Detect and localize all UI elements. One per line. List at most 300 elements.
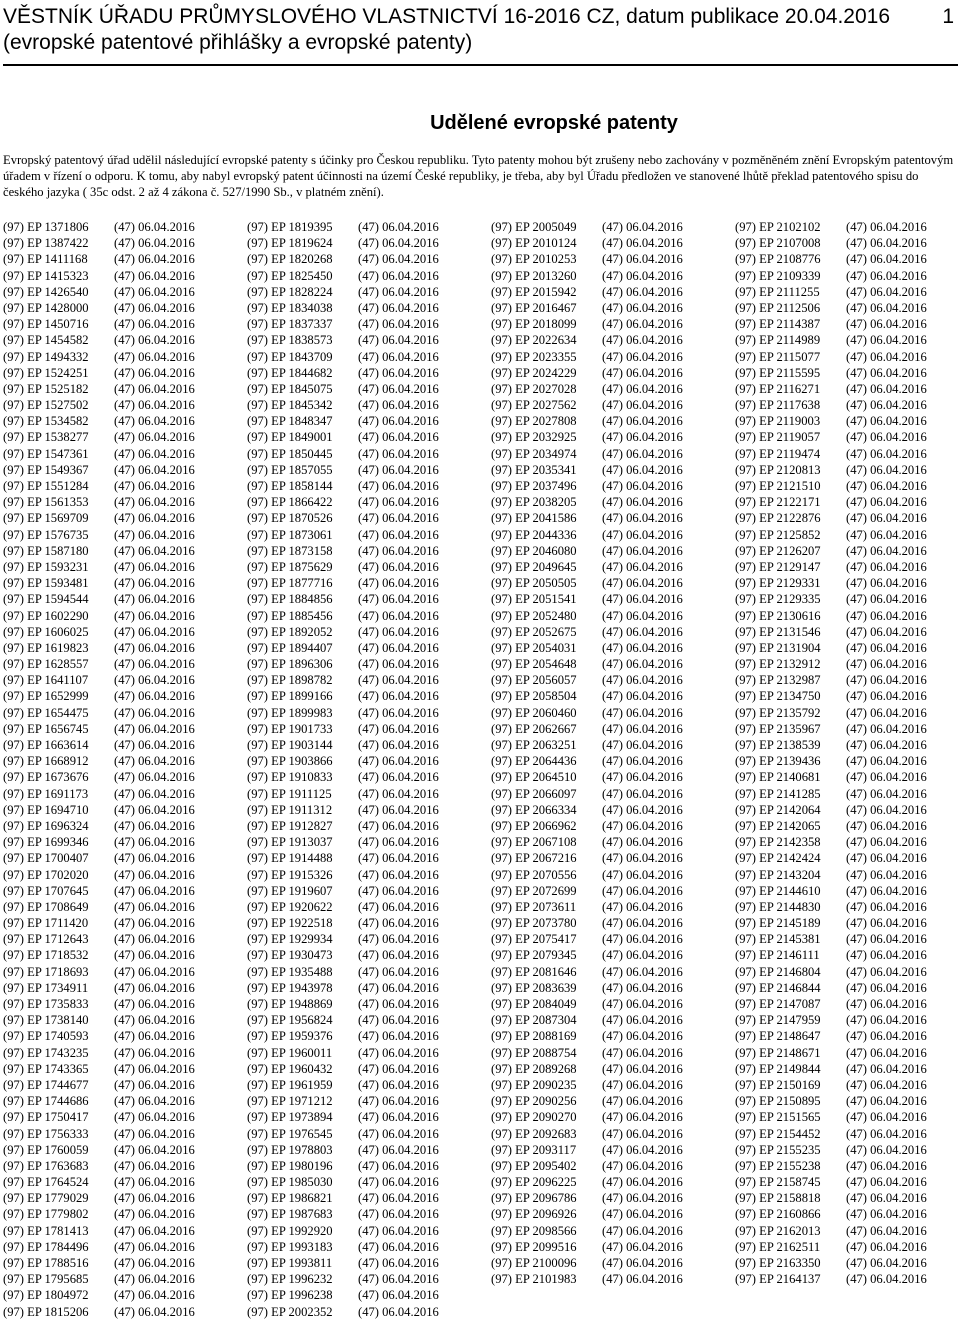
grant-date: (47) 06.04.2016 [846, 365, 927, 380]
patent-number: (97) EP 2066962 [491, 818, 577, 833]
grant-date: (47) 06.04.2016 [846, 300, 927, 315]
patent-entry [3, 1093, 195, 1109]
patent-entry [491, 1206, 683, 1222]
patent-entry [491, 915, 683, 931]
patent-number: (97) EP 1911125 [247, 786, 332, 801]
grant-date: (47) 06.04.2016 [358, 1158, 439, 1173]
patent-number: (97) EP 1712643 [3, 932, 89, 947]
patent-number: (97) EP 1858144 [247, 479, 333, 493]
patent-number: (97) EP 2100096 [491, 1256, 577, 1270]
patent-entry [735, 818, 927, 834]
grant-date: (47) 06.04.2016 [114, 365, 195, 380]
patent-entry [3, 947, 195, 963]
patent-entry [491, 268, 683, 284]
patent-number: (97) EP 1744686 [3, 1094, 89, 1109]
patent-number: (97) EP 2111255 [735, 284, 820, 299]
patent-entry [491, 1012, 683, 1028]
patent-number: (97) EP 2116271 [735, 381, 821, 396]
patent-entry [247, 1012, 439, 1028]
patent-entry [735, 867, 927, 883]
patent-entry [491, 705, 683, 721]
patent-number: (97) EP 2158745 [735, 1175, 821, 1190]
patent-number: (97) EP 2145189 [735, 916, 821, 931]
patent-number: (97) EP 1606025 [3, 624, 89, 639]
grant-date: (47) 06.04.2016 [114, 948, 195, 963]
patent-number: (97) EP 2079345 [491, 948, 577, 963]
grant-date: (47) 06.04.2016 [114, 284, 195, 299]
patent-entry [3, 1271, 195, 1287]
patent-number: (97) EP 1569709 [3, 511, 89, 526]
grant-date: (47) 06.04.2016 [358, 495, 439, 510]
grant-date: (47) 06.04.2016 [846, 1045, 927, 1060]
grant-date: (47) 06.04.2016 [846, 576, 927, 591]
grant-date: (47) 06.04.2016 [602, 1142, 683, 1157]
grant-date: (47) 06.04.2016 [358, 365, 439, 380]
grant-date: (47) 06.04.2016 [358, 851, 439, 866]
patent-entry [3, 365, 195, 381]
patent-number: (97) EP 2090256 [491, 1094, 577, 1109]
patent-entry [3, 899, 195, 915]
patent-number: (97) EP 2135967 [735, 721, 821, 736]
patent-number: (97) EP 2163350 [735, 1256, 821, 1270]
patent-number: (97) EP 1781413 [3, 1223, 89, 1238]
grant-date: (47) 06.04.2016 [114, 867, 195, 882]
grant-date: (47) 06.04.2016 [846, 220, 927, 234]
grant-date: (47) 06.04.2016 [846, 543, 927, 558]
grant-date: (47) 06.04.2016 [602, 899, 683, 914]
patent-number: (97) EP 2090270 [491, 1110, 577, 1125]
patent-entry [491, 527, 683, 543]
patent-entry [3, 1190, 195, 1206]
grant-date: (47) 06.04.2016 [358, 252, 439, 267]
grant-date: (47) 06.04.2016 [114, 1094, 195, 1109]
grant-date: (47) 06.04.2016 [846, 851, 927, 866]
patent-number: (97) EP 1993183 [247, 1239, 333, 1254]
grant-date: (47) 06.04.2016 [358, 268, 439, 283]
grant-date: (47) 06.04.2016 [114, 1288, 195, 1303]
grant-date: (47) 06.04.2016 [846, 1207, 927, 1222]
patent-entry [735, 591, 927, 607]
grant-date: (47) 06.04.2016 [358, 543, 439, 558]
patent-entry [735, 349, 927, 365]
grant-date: (47) 06.04.2016 [358, 867, 439, 882]
patent-entry [3, 802, 195, 818]
grant-date: (47) 06.04.2016 [358, 1304, 439, 1319]
patent-entry [491, 1174, 683, 1190]
patent-number: (97) EP 1594544 [3, 592, 89, 607]
patent-entry [247, 1061, 439, 1077]
patent-number: (97) EP 2096926 [491, 1207, 577, 1222]
grant-date: (47) 06.04.2016 [114, 236, 195, 251]
patent-entry [247, 786, 439, 802]
grant-date: (47) 06.04.2016 [602, 333, 683, 348]
grant-date: (47) 06.04.2016 [602, 657, 683, 672]
grant-date: (47) 06.04.2016 [358, 1207, 439, 1222]
grant-date: (47) 06.04.2016 [358, 398, 439, 413]
patent-entry [247, 1206, 439, 1222]
section-title: Udělené evropské patenty [430, 112, 678, 134]
grant-date: (47) 06.04.2016 [358, 349, 439, 364]
grant-date: (47) 06.04.2016 [358, 1223, 439, 1238]
patent-number: (97) EP 1993811 [247, 1256, 333, 1270]
patent-number: (97) EP 2148671 [735, 1045, 821, 1060]
patent-number: (97) EP 1538277 [3, 430, 89, 445]
grant-date: (47) 06.04.2016 [358, 284, 439, 299]
patent-number: (97) EP 1892052 [247, 624, 333, 639]
patent-number: (97) EP 2081646 [491, 964, 577, 979]
grant-date: (47) 06.04.2016 [358, 738, 439, 752]
patent-number: (97) EP 2064510 [491, 770, 577, 785]
patent-number: (97) EP 1654475 [3, 705, 89, 720]
intro-paragraph: Evropský patentový úřad udělil následující evropské patenty s účinky pro Českou republiku. Tyto patenty mohou být zrušeny nebo zachovány v pozměněném znění Evropským patentovým úřadem v řízení o odporu. K tomu, aby nabyl evropský patent účinnosti na území České republiky, je třeba, aby byl Úřadu předložen ve stanovené lhůtě překlad patentového spisu do českého jazyka ( 35c odst. 2 až 4 zákona č. 527/1990 Sb., v platném znění). [3, 153, 954, 199]
patent-entry [735, 980, 927, 996]
grant-date: (47) 06.04.2016 [602, 1061, 683, 1076]
grant-date: (47) 06.04.2016 [358, 980, 439, 995]
patent-number: (97) EP 1959376 [247, 1029, 333, 1044]
patent-number: (97) EP 1884856 [247, 592, 333, 607]
patent-entry [247, 1304, 439, 1320]
patent-entry [491, 349, 683, 365]
patent-entry [3, 915, 195, 931]
patent-entry [3, 931, 195, 947]
grant-date: (47) 06.04.2016 [602, 1191, 683, 1206]
grant-date: (47) 06.04.2016 [114, 1013, 195, 1028]
grant-date: (47) 06.04.2016 [114, 220, 195, 234]
grant-date: (47) 06.04.2016 [358, 1029, 439, 1044]
patent-entry [491, 1255, 683, 1271]
page-header [3, 2, 958, 66]
patent-number: (97) EP 1587180 [3, 543, 89, 558]
patent-number: (97) EP 1987683 [247, 1207, 333, 1222]
patent-entry [491, 721, 683, 737]
patent-entry [247, 300, 439, 316]
patent-entry [247, 235, 439, 251]
grant-date: (47) 06.04.2016 [602, 252, 683, 267]
patent-number: (97) EP 1848347 [247, 414, 333, 429]
patent-number: (97) EP 2109339 [735, 268, 821, 283]
patent-number: (97) EP 1913037 [247, 835, 333, 850]
grant-date: (47) 06.04.2016 [114, 559, 195, 574]
patent-entry [735, 478, 927, 494]
patent-number: (97) EP 2063251 [491, 738, 577, 752]
patent-entry [3, 1045, 195, 1061]
patent-number: (97) EP 1411168 [3, 252, 88, 267]
patent-number: (97) EP 1795685 [3, 1272, 89, 1287]
patent-number: (97) EP 2092683 [491, 1126, 577, 1141]
grant-date: (47) 06.04.2016 [846, 980, 927, 995]
patent-entry [491, 867, 683, 883]
grant-date: (47) 06.04.2016 [846, 398, 927, 413]
patent-entry [3, 1287, 195, 1303]
patent-number: (97) EP 2160866 [735, 1207, 821, 1222]
patent-number: (97) EP 1960432 [247, 1061, 333, 1076]
grant-date: (47) 06.04.2016 [114, 349, 195, 364]
grant-date: (47) 06.04.2016 [114, 883, 195, 898]
grant-date: (47) 06.04.2016 [846, 1029, 927, 1044]
patent-number: (97) EP 2067108 [491, 835, 577, 850]
patent-entry [247, 413, 439, 429]
patent-number: (97) EP 2129331 [735, 576, 821, 591]
patent-entry [491, 446, 683, 462]
grant-date: (47) 06.04.2016 [846, 236, 927, 251]
patent-entry [3, 1255, 195, 1271]
grant-date: (47) 06.04.2016 [602, 738, 683, 752]
patent-entry [247, 284, 439, 300]
patent-number: (97) EP 1593481 [3, 576, 89, 591]
patent-number: (97) EP 2088169 [491, 1029, 577, 1044]
grant-date: (47) 06.04.2016 [602, 1110, 683, 1125]
patent-entry [735, 899, 927, 915]
grant-date: (47) 06.04.2016 [602, 495, 683, 510]
patent-entry [735, 1174, 927, 1190]
patent-entry [735, 284, 927, 300]
patent-number: (97) EP 2046080 [491, 543, 577, 558]
patent-entry [247, 640, 439, 656]
grant-date: (47) 06.04.2016 [358, 1239, 439, 1254]
patent-entry [735, 1077, 927, 1093]
patent-entry [735, 268, 927, 284]
grant-date: (47) 06.04.2016 [114, 398, 195, 413]
patent-entry [247, 429, 439, 445]
grant-date: (47) 06.04.2016 [602, 705, 683, 720]
patent-entry [491, 608, 683, 624]
patent-number: (97) EP 1849001 [247, 430, 333, 445]
grant-date: (47) 06.04.2016 [602, 479, 683, 493]
patent-entry [735, 413, 927, 429]
grant-date: (47) 06.04.2016 [358, 818, 439, 833]
patent-number: (97) EP 1819395 [247, 220, 333, 234]
patent-entry [735, 688, 927, 704]
grant-date: (47) 06.04.2016 [846, 721, 927, 736]
patent-number: (97) EP 1696324 [3, 818, 89, 833]
patent-entry [247, 1158, 439, 1174]
patent-entry [3, 705, 195, 721]
grant-date: (47) 06.04.2016 [358, 527, 439, 542]
patent-number: (97) EP 2096225 [491, 1175, 577, 1190]
patent-entry [3, 818, 195, 834]
grant-date: (47) 06.04.2016 [114, 479, 195, 493]
patent-number: (97) EP 2164137 [735, 1272, 821, 1287]
grant-date: (47) 06.04.2016 [846, 1239, 927, 1254]
patent-entry [735, 931, 927, 947]
patent-entry [491, 591, 683, 607]
grant-date: (47) 06.04.2016 [602, 770, 683, 785]
patent-entry [3, 527, 195, 543]
grant-date: (47) 06.04.2016 [846, 770, 927, 785]
patent-entry [3, 1028, 195, 1044]
grant-date: (47) 06.04.2016 [602, 365, 683, 380]
patent-number: (97) EP 1756333 [3, 1126, 89, 1141]
patent-number: (97) EP 1850445 [247, 446, 333, 461]
patent-entry [3, 381, 195, 397]
patent-entry [491, 429, 683, 445]
grant-date: (47) 06.04.2016 [358, 899, 439, 914]
grant-date: (47) 06.04.2016 [602, 559, 683, 574]
patent-number: (97) EP 1764524 [3, 1175, 89, 1190]
grant-date: (47) 06.04.2016 [846, 1158, 927, 1173]
patent-number: (97) EP 2142065 [735, 818, 821, 833]
grant-date: (47) 06.04.2016 [358, 624, 439, 639]
patent-entry [247, 656, 439, 672]
patent-number: (97) EP 1834038 [247, 300, 333, 315]
patent-number: (97) EP 1985030 [247, 1175, 333, 1190]
patent-number: (97) EP 1702020 [3, 867, 89, 882]
grant-date: (47) 06.04.2016 [358, 721, 439, 736]
grant-date: (47) 06.04.2016 [358, 462, 439, 477]
patent-entry [735, 251, 927, 267]
grant-date: (47) 06.04.2016 [602, 932, 683, 947]
patent-number: (97) EP 2117638 [735, 398, 821, 413]
grant-date: (47) 06.04.2016 [358, 1110, 439, 1125]
grant-date: (47) 06.04.2016 [846, 527, 927, 542]
patent-entry [491, 494, 683, 510]
grant-date: (47) 06.04.2016 [602, 1207, 683, 1222]
patent-entry [3, 462, 195, 478]
grant-date: (47) 06.04.2016 [846, 446, 927, 461]
grant-date: (47) 06.04.2016 [846, 479, 927, 493]
patent-entry [247, 381, 439, 397]
grant-date: (47) 06.04.2016 [114, 738, 195, 752]
patent-number: (97) EP 2147959 [735, 1013, 821, 1028]
patent-entry [3, 721, 195, 737]
patent-number: (97) EP 1738140 [3, 1013, 89, 1028]
patent-number: (97) EP 1450716 [3, 317, 89, 332]
patent-entry [735, 1061, 927, 1077]
grant-date: (47) 06.04.2016 [114, 1126, 195, 1141]
patent-number: (97) EP 2010253 [491, 252, 577, 267]
patent-number: (97) EP 1700407 [3, 851, 89, 866]
grant-date: (47) 06.04.2016 [602, 1029, 683, 1044]
grant-date: (47) 06.04.2016 [358, 770, 439, 785]
patent-entry [3, 624, 195, 640]
patent-number: (97) EP 1919607 [247, 883, 333, 898]
patent-entry [491, 1223, 683, 1239]
patent-number: (97) EP 2044336 [491, 527, 577, 542]
patent-number: (97) EP 1973894 [247, 1110, 333, 1125]
grant-date: (47) 06.04.2016 [358, 1288, 439, 1303]
patent-entry [491, 1158, 683, 1174]
patent-entry [3, 672, 195, 688]
patent-entry [247, 737, 439, 753]
grant-date: (47) 06.04.2016 [602, 1175, 683, 1190]
patent-number: (97) EP 2024229 [491, 365, 577, 380]
patent-entry [247, 1142, 439, 1158]
patent-entry [735, 753, 927, 769]
patent-entry [247, 688, 439, 704]
patent-entry [3, 316, 195, 332]
patent-entry [735, 947, 927, 963]
patent-number: (97) EP 2131546 [735, 624, 821, 639]
patent-entry [491, 462, 683, 478]
patent-number: (97) EP 1779802 [3, 1207, 89, 1222]
patent-entry [3, 478, 195, 494]
patent-entry [247, 964, 439, 980]
grant-date: (47) 06.04.2016 [358, 689, 439, 704]
grant-date: (47) 06.04.2016 [846, 381, 927, 396]
grant-date: (47) 06.04.2016 [846, 284, 927, 299]
patent-entry [247, 365, 439, 381]
grant-date: (47) 06.04.2016 [358, 430, 439, 445]
patent-entry [491, 640, 683, 656]
grant-date: (47) 06.04.2016 [602, 300, 683, 315]
patent-entry [247, 721, 439, 737]
grant-date: (47) 06.04.2016 [602, 964, 683, 979]
grant-date: (47) 06.04.2016 [358, 1126, 439, 1141]
patent-entry [3, 1304, 195, 1320]
patent-entry [491, 1271, 683, 1287]
grant-date: (47) 06.04.2016 [602, 818, 683, 833]
patent-entry [491, 1061, 683, 1077]
grant-date: (47) 06.04.2016 [602, 592, 683, 607]
patent-entry [3, 543, 195, 559]
patent-entry [247, 818, 439, 834]
grant-date: (47) 06.04.2016 [602, 430, 683, 445]
grant-date: (47) 06.04.2016 [846, 1256, 927, 1270]
patent-number: (97) EP 1708649 [3, 899, 89, 914]
grant-date: (47) 06.04.2016 [846, 657, 927, 672]
patent-number: (97) EP 2150169 [735, 1077, 821, 1092]
patent-entry [491, 251, 683, 267]
patent-number: (97) EP 2119057 [735, 430, 821, 445]
patent-entry [247, 1287, 439, 1303]
grant-date: (47) 06.04.2016 [114, 818, 195, 833]
patent-number: (97) EP 2037496 [491, 479, 577, 493]
patent-number: (97) EP 1899166 [247, 689, 333, 704]
patent-number: (97) EP 1911312 [247, 802, 333, 817]
patent-entry [491, 1093, 683, 1109]
grant-date: (47) 06.04.2016 [358, 705, 439, 720]
grant-date: (47) 06.04.2016 [846, 414, 927, 429]
patent-number: (97) EP 1992920 [247, 1223, 333, 1238]
patent-number: (97) EP 2062667 [491, 721, 577, 736]
grant-date: (47) 06.04.2016 [114, 786, 195, 801]
grant-date: (47) 06.04.2016 [846, 430, 927, 445]
patent-entry [735, 332, 927, 348]
patent-entry [3, 1223, 195, 1239]
patent-number: (97) EP 1948869 [247, 997, 333, 1011]
patent-number: (97) EP 1804972 [3, 1288, 89, 1303]
patent-number: (97) EP 2142358 [735, 835, 821, 850]
patent-number: (97) EP 1978803 [247, 1142, 333, 1157]
patent-entry [3, 1174, 195, 1190]
grant-date: (47) 06.04.2016 [358, 220, 439, 234]
patent-number: (97) EP 2114387 [735, 317, 821, 332]
patent-number: (97) EP 1976545 [247, 1126, 333, 1141]
patent-entry [247, 349, 439, 365]
grant-date: (47) 06.04.2016 [846, 1110, 927, 1125]
grant-date: (47) 06.04.2016 [114, 770, 195, 785]
grant-date: (47) 06.04.2016 [602, 997, 683, 1011]
patent-number: (97) EP 1896306 [247, 657, 333, 672]
patent-entry [491, 381, 683, 397]
patent-entry [735, 964, 927, 980]
grant-date: (47) 06.04.2016 [114, 1223, 195, 1238]
grant-date: (47) 06.04.2016 [602, 414, 683, 429]
patent-number: (97) EP 1914488 [247, 851, 333, 866]
patent-entry [3, 251, 195, 267]
patent-entry [3, 1142, 195, 1158]
patent-entry [247, 834, 439, 850]
patent-number: (97) EP 1652999 [3, 689, 89, 704]
patent-number: (97) EP 2066097 [491, 786, 577, 801]
grant-date: (47) 06.04.2016 [358, 932, 439, 947]
patent-number: (97) EP 1960011 [247, 1045, 333, 1060]
grant-date: (47) 06.04.2016 [114, 446, 195, 461]
page-number: 1 [942, 5, 954, 28]
patent-entry [247, 1028, 439, 1044]
grant-date: (47) 06.04.2016 [358, 640, 439, 655]
patent-number: (97) EP 2102102 [735, 220, 821, 234]
